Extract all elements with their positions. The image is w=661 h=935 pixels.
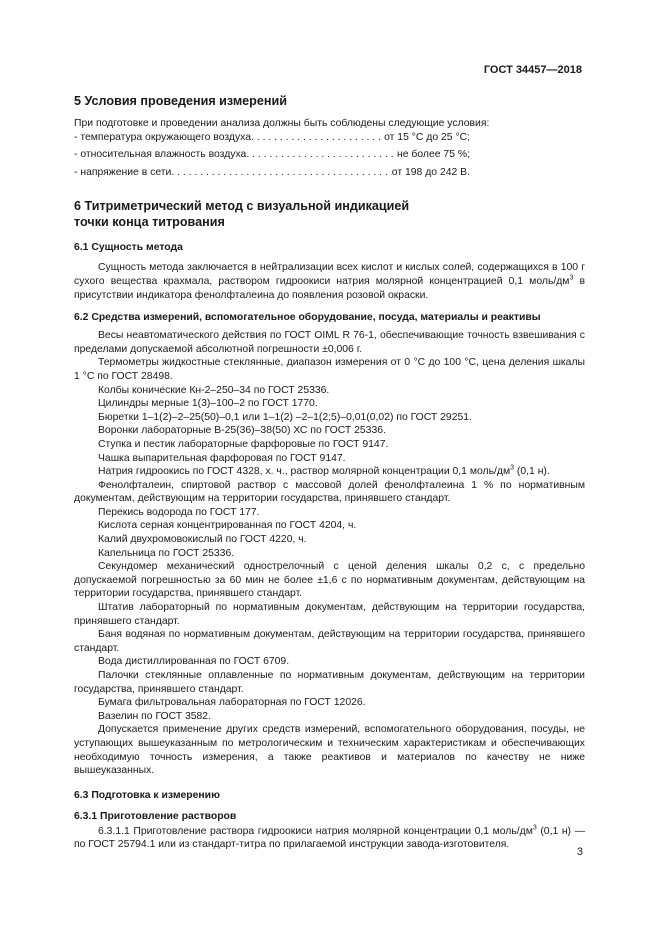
list-item: Капельница по ГОСТ 25336. — [98, 547, 235, 559]
section-6-3-1-1-text: 6.3.1.1 Приготовление раствора гидроокиси натрия молярной концентрации 0,1 моль/$дм^3$ (0,1 н) — по ГОСТ 25794.1 или из стандарт-титра по прилагаемой инструкции завода-изготовителя. — [74, 824, 585, 851]
list-item: Цилиндры мерные 1(3)–100–2 по ГОСТ 1770. — [98, 398, 318, 410]
section-6-title: 6 Титриметрический метод с визуальной индикацией точки конца титрования — [74, 199, 410, 230]
conditions-list — [74, 131, 470, 180]
list-item: Колбы конические Кн-2–250–34 по ГОСТ 25336. — [98, 384, 330, 396]
section-6-1-title: 6.1 Сущность метода — [74, 242, 183, 254]
list-item: Чашка выпарительная фарфоровая по ГОСТ 9147. — [98, 452, 346, 464]
list-item: Воронки лабораторные В-25(36)–38(50) ХС по ГОСТ 25336. — [98, 425, 386, 437]
list-item: Ступка и пестик лабораторные фарфоровые по ГОСТ 9147. — [98, 438, 389, 450]
list-item: Палочки стеклянные оплавленные по нормативным документам, действующим на территории государства, принявшего стандарт. — [74, 670, 585, 695]
list-item: Термометры жидкостные стеклянные, диапазон измерения от 0 °С до 100 °С, цена деления шкалы 1 °С по ГОСТ 28498. — [74, 357, 585, 382]
section-6-1-text: Сущность метода заключается в нейтрализации всех кислот и кислых солей, содержащихся в 100 г сухого вещества крахмала, раствором гидроокиси натрия молярной концентрацией 0,1 моль/$дм^3$ в присутствии индикатора фенолфталеина до появления розовой окраски. — [74, 262, 585, 301]
list-item: Кислота серная концентрированная по ГОСТ 4204, ч. — [98, 520, 357, 532]
list-item: Допускается применение других средств измерений, вспомогательного оборудования, посуды, не уступающих вышеуказанным по метрологическим и техническим характеристикам и обеспечивающих необходимую точность измерения, а также реактивов и материалов по качеству не ниже вышеуказанных. — [74, 724, 585, 777]
section-5-intro: При подготовке и проведении анализа должны быть соблюдены следующие условия: — [74, 118, 490, 129]
list-item: Калий двухромовокислый по ГОСТ 4220, ч. — [98, 534, 307, 546]
list-item: Секундомер механический однострелочный с ценой деления шкалы 0,2 с, с предельно допускаемой погрешностью за 60 мин не более ±1,6 с по нормативным документам, действующим на территории государства, принявшего стандарт. — [74, 561, 585, 600]
list-item: Фенолфталеин, спиртовой раствор с массовой долей фенолфталеина 1 % по нормативным документам, действующим на территории государства, принявшего стандарт. — [74, 479, 585, 505]
section-6-3-title: 6.3 Подготовка к измерению — [74, 789, 220, 801]
list-item: Весы неавтоматического действия по ГОСТ OIML R 76-1, обеспечивающие точность взвешивания с пределами допускаемой абсолютной погрешности ±0,006 г. — [74, 330, 585, 355]
section-5-title: 5 Условия проведения измерений — [74, 94, 287, 108]
condition-voltage: - напряжение в сети . . . от 198 до 242 В. — [74, 166, 470, 180]
section-6-2-title: 6.2 Средства измерений, вспомогательное оборудование, посуда, материалы и реактивы — [74, 312, 541, 324]
equipment-list — [74, 329, 585, 778]
standard-header: ГОСТ 34457—2018 — [483, 64, 582, 76]
condition-temperature: - температура окружающего воздуха . . . от 15 °С до 25 °С; — [74, 131, 470, 145]
list-item: Перекись водорода по ГОСТ 177. — [98, 506, 260, 518]
list-item: Бюретки 1–1(2)–2–25(50)–0,1 или 1–1(2) –2–1(2;5)–0,01(0,02) по ГОСТ 29251. — [98, 411, 472, 423]
list-item: Бумага фильтровальная лабораторная по ГОСТ 12026. — [98, 697, 366, 709]
list-item: Штатив лабораторный по нормативным документам, действующим на территории государства, принявшего стандарт. — [74, 602, 585, 627]
list-item: Натрия гидроокись по ГОСТ 4328, х. ч., раствор молярной концентрации 0,1 моль/$дм^3$ (0,1 н). — [98, 464, 550, 478]
section-6-3-1-title: 6.3.1 Приготовление растворов — [74, 810, 237, 822]
page-content — [74, 93, 585, 852]
list-item: Вазелин по ГОСТ 3582. — [98, 710, 211, 722]
condition-humidity: - относительная влажность воздуха . . . не более 75 %; — [74, 148, 470, 162]
list-item: Баня водяная по нормативным документам, действующим на территории государства, принявшего стандарт. — [74, 629, 585, 654]
page-number: 3 — [576, 846, 583, 858]
list-item: Вода дистиллированная по ГОСТ 6709. — [98, 656, 290, 668]
